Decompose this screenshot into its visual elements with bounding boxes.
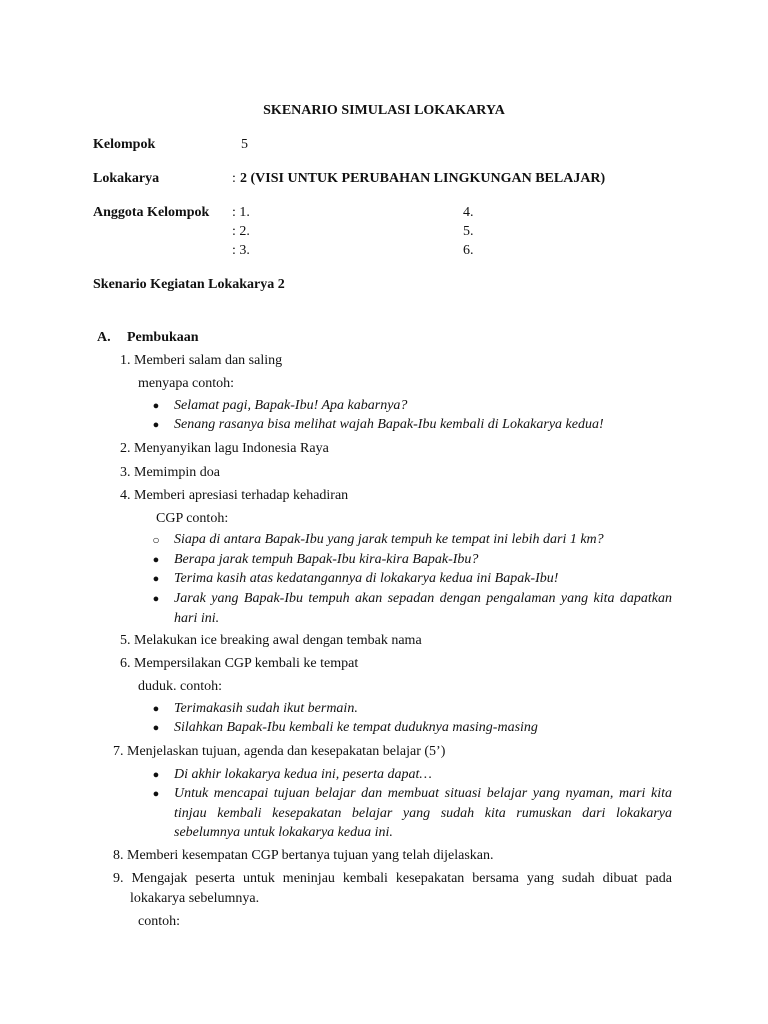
item-4-line2: CGP contoh:: [156, 511, 229, 526]
item-3: 3. Memimpin doa: [120, 465, 220, 480]
item-1-bullet-2: Senang rasanya bisa melihat wajah Bapak-Ibu kembali di Lokakarya kedua!: [174, 417, 604, 432]
item-6-bullet-2: Silahkan Bapak-Ibu kembali ke tempat duduknya masing-masing: [174, 720, 538, 735]
kelompok-value: 5: [241, 137, 248, 152]
item-1-line2: menyapa contoh:: [138, 376, 235, 391]
bullet-icon: ●: [152, 554, 160, 566]
bullet-icon: ●: [152, 769, 160, 781]
item-4-bullet-1: Siapa di antara Bapak-Ibu yang jarak tempuh ke tempat ini lebih dari 1 km?: [174, 532, 604, 547]
lokakarya-value: 2 (VISI UNTUK PERUBAHAN LINGKUNGAN BELAJAR): [240, 171, 606, 186]
item-9: [113, 869, 672, 908]
item-7-bullet-2: Untuk mencapai tujuan belajar dan membuat situasi belajar yang nyaman, mari kita tinjau kembali kesepakatan belajar yang sudah kita rumuskan dari lokakarya sebelumnya untuk lokakarya kedua ini.: [174, 786, 672, 840]
item-4-bullet-4: Jarak yang Bapak-Ibu tempuh akan sepadan dengan pengalaman yang kita dapatkan hari ini.: [174, 591, 672, 626]
part-a-title: Pembukaan: [127, 330, 199, 345]
item-4-bullet-2: Berapa jarak tempuh Bapak-Ibu kira-kira Bapak-Ibu?: [174, 552, 479, 567]
item-8: 8. Memberi kesempatan CGP bertanya tujuan yang telah dijelaskan.: [113, 848, 494, 863]
anggota-left-2: : 2.: [232, 224, 250, 239]
item-4-line1: 4. Memberi apresiasi terhadap kehadiran: [120, 488, 349, 503]
item-7-bullet-1: Di akhir lokakarya kedua ini, peserta dapat…: [174, 767, 432, 782]
item-4-bullet-3: Terima kasih atas kedatangannya di lokakarya kedua ini Bapak-Ibu!: [174, 571, 559, 586]
anggota-right-4: 4.: [463, 205, 474, 220]
lokakarya-label: Lokakarya: [93, 171, 160, 186]
item-7: 7. Menjelaskan tujuan, agenda dan kesepakatan belajar (5’): [113, 744, 446, 759]
bullet-icon: ●: [152, 593, 160, 605]
item-1-line1: 1. Memberi salam dan saling: [120, 353, 283, 368]
anggota-left-1: : 1.: [232, 205, 250, 220]
anggota-right-5: 5.: [463, 224, 474, 239]
bullet-icon: ●: [152, 573, 160, 585]
bullet-icon: ●: [152, 788, 160, 800]
item-1-bullet-1: Selamat pagi, Bapak-Ibu! Apa kabarnya?: [174, 398, 408, 413]
bullet-icon: ●: [152, 703, 160, 715]
section-heading: Skenario Kegiatan Lokakarya 2: [93, 277, 285, 292]
anggota-right-6: 6.: [463, 243, 474, 258]
item-9-line2: contoh:: [138, 914, 180, 929]
part-a-letter: A.: [97, 330, 111, 345]
anggota-label: Anggota Kelompok: [93, 205, 210, 220]
bullet-icon: ●: [152, 722, 160, 734]
bullet-icon: ●: [152, 400, 160, 412]
page-title: SKENARIO SIMULASI LOKAKARYA: [263, 103, 505, 118]
lokakarya-colon: :: [232, 171, 236, 186]
item-5: 5. Melakukan ice breaking awal dengan tembak nama: [120, 633, 422, 648]
hollow-bullet-icon: ○: [152, 533, 160, 547]
item-6-line1: 6. Mempersilakan CGP kembali ke tempat: [120, 656, 359, 671]
anggota-left-3: : 3.: [232, 243, 250, 258]
kelompok-label: Kelompok: [93, 137, 156, 152]
item-9-text: 9. Mengajak peserta untuk meninjau kembali kesepakatan bersama yang sudah dibuat pada lokakarya sebelumnya.: [113, 871, 672, 906]
item-6-line2: duduk. contoh:: [138, 679, 222, 694]
item-6-bullet-1: Terimakasih sudah ikut bermain.: [174, 701, 358, 716]
bullet-icon: ●: [152, 419, 160, 431]
item-2: 2. Menyanyikan lagu Indonesia Raya: [120, 441, 329, 456]
